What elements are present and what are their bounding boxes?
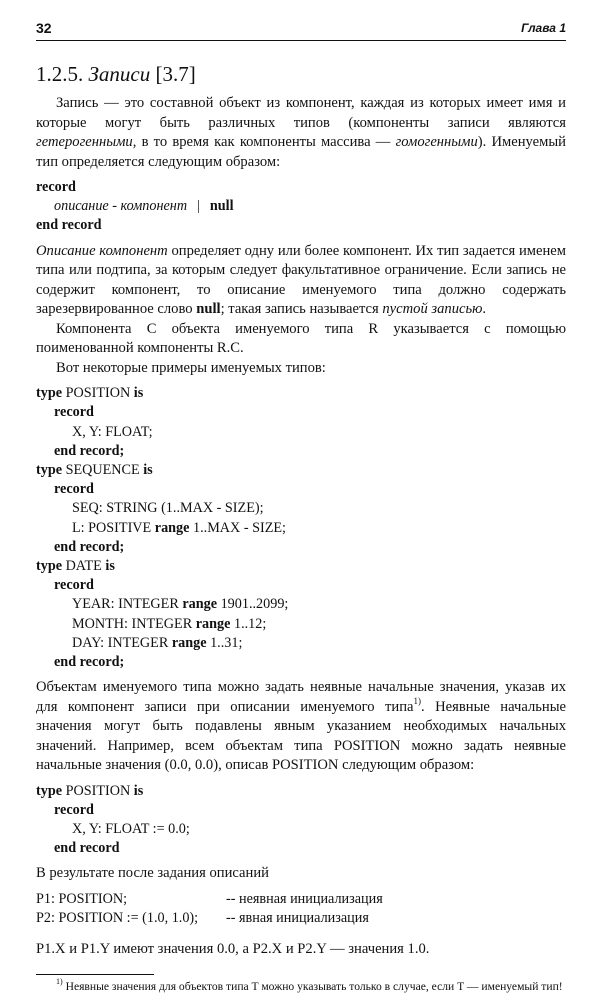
code-line-record: record: [54, 577, 94, 594]
syntax-block: [36, 178, 566, 236]
code-line-record: record: [54, 404, 94, 421]
code-line-type-position-default: type POSITION is: [36, 782, 144, 799]
section-name: Записи: [88, 62, 151, 86]
code-line-end-record: end record;: [54, 538, 125, 555]
code-line-day-field: DAY: INTEGER range 1..31;: [72, 634, 243, 651]
paragraph-component-selection: Компонента C объекта именуемого типа R указывается с помощью поименованной компоненты R.C.: [36, 320, 566, 357]
code-line-type-date: type DATE is: [36, 557, 115, 574]
section-reference: [3.7]: [155, 62, 196, 86]
code-line-record: record: [54, 801, 94, 818]
syntax-component-line: описание - компонент | null: [54, 198, 234, 215]
code-line-type-position: type POSITION is: [36, 385, 144, 402]
code-line-seq-field: SEQ: STRING (1..MAX - SIZE);: [72, 500, 264, 517]
examples-code-block: [36, 384, 566, 672]
running-head: [36, 19, 566, 41]
footnote: $^{1)}$ Неявные значения для объектов типа T можно указывать только в случае, если T — именуемый тип!: [56, 977, 563, 993]
paragraph-default-values: Объектам именуемого типа можно задать неявные начальные значения, указав их для компонент записи при описании именуемого типа$^{1)}$. Неявные начальные значения могут быть подавлены явным указанием необходимых начальных значений. Например, всем объектам типа POSITION можно задать неявные начальные значения (0.0, 0.0), описав POSITION следующим образом:: [36, 679, 566, 774]
paragraph-after-declarations: В результате после задания описаний: [36, 865, 269, 882]
chapter-label: Глава 1: [521, 20, 566, 35]
syntax-end-record-keyword: end record: [36, 217, 102, 234]
code-line-default-field: X, Y: FLOAT := 0.0;: [72, 821, 190, 838]
code-line-end-record: end record;: [54, 653, 125, 670]
footnote-marker: 1): [413, 695, 422, 706]
code-line-record: record: [54, 481, 94, 498]
declaration-line: P2: POSITION := (1.0, 1.0); -- явная инициализация: [36, 910, 369, 927]
code-line-end-record: end record;: [54, 442, 125, 459]
default-values-code-block: [36, 782, 566, 859]
code-line-position-fields: X, Y: FLOAT;: [72, 423, 153, 440]
code-line-month-field: MONTH: INTEGER range 1..12;: [72, 615, 267, 632]
section-number: 1.2.5.: [36, 62, 84, 86]
code-line-end-record: end record: [54, 840, 120, 857]
declarations-block: [36, 890, 566, 928]
code-line-year-field: YEAR: INTEGER range 1901..2099;: [72, 596, 289, 613]
book-page: [36, 19, 566, 994]
footnote-divider: [36, 974, 154, 975]
paragraph-values-result: P1.X и P1.Y имеют значения 0.0, а P2.X и P2.Y — значения 1.0.: [36, 941, 430, 958]
syntax-record-keyword: record: [36, 179, 76, 195]
paragraph-record-definition: Запись — это составной объект из компонент, каждая из которых имеет имя и которые могут быть различных типов (компоненты записи являются гетерогенными, в то время как компоненты массива — гомогенными). Именуемый тип определяется следующим образом:: [36, 95, 566, 170]
paragraph-component-description: Описание компонент определяет одну или более компонент. Их тип задается именем типа или подтипа, за которым следует факультативное ограничение. Если запись не содержит компонент, то описание именуемого типа должно содержать зарезервированное слово null; такая запись называется пустой записью.: [36, 242, 566, 318]
code-line-l-field: L: POSITIVE range 1..MAX - SIZE;: [72, 519, 287, 536]
declaration-line: P1: POSITION; -- неявная инициализация: [36, 890, 383, 907]
paragraph-examples-intro: Вот некоторые примеры именуемых типов:: [56, 359, 326, 376]
section-title: [36, 61, 566, 87]
page-number: 32: [36, 19, 52, 36]
code-line-type-sequence: type SEQUENCE is: [36, 461, 153, 478]
